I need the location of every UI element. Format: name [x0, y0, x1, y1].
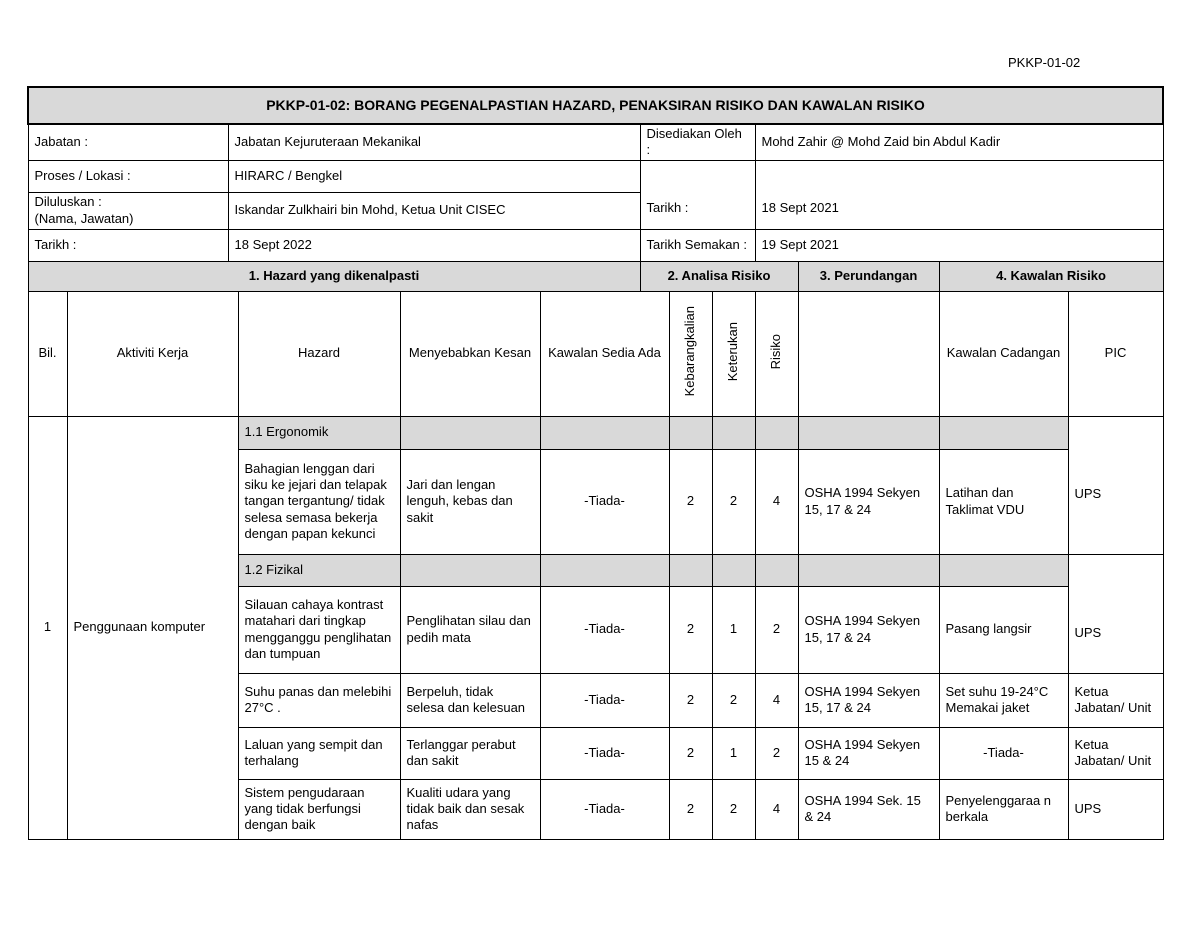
form-title: PKKP-01-02: BORANG PEGENALPASTIAN HAZARD, PENAKSIRAN RISIKO DAN KAWALAN RISIKO	[28, 87, 1163, 124]
row-perundangan: OSHA 1994 Sekyen 15 & 24	[798, 727, 939, 779]
row-kawalan-cadangan: Set suhu 19-24°C Memakai jaket	[939, 673, 1068, 727]
row-pic: UPS	[1068, 779, 1163, 839]
row-pic: Ketua Jabatan/ Unit	[1068, 727, 1163, 779]
row-pic: UPS	[1068, 416, 1163, 554]
row-kawalan-cadangan: -Tiada-	[939, 727, 1068, 779]
row-keterukan: 2	[712, 449, 755, 554]
row-risiko: 2	[755, 586, 798, 673]
row-kawalan-cadangan: Pasang langsir	[939, 586, 1068, 673]
diluluskan-label	[28, 192, 228, 229]
diluluskan-label-line2: (Nama, Jawatan)	[34, 210, 134, 226]
col-kebarangkalian-text: Kebarangkalian	[682, 306, 698, 397]
group-cell	[669, 554, 712, 586]
row-hazard: Sistem pengudaraan yang tidak berfungsi dengan baik	[238, 779, 400, 839]
group-cell	[755, 554, 798, 586]
proses-label: Proses / Lokasi :	[28, 160, 228, 192]
proses-value: HIRARC / Bengkel	[228, 160, 640, 192]
row-risiko: 4	[755, 449, 798, 554]
row-keterukan: 2	[712, 779, 755, 839]
row-perundangan: OSHA 1994 Sekyen 15, 17 & 24	[798, 673, 939, 727]
row-kebarangkalian: 2	[669, 779, 712, 839]
row-kawalan-sedia: -Tiada-	[540, 779, 669, 839]
group-cell	[400, 554, 540, 586]
col-risiko-text: Risiko	[768, 333, 784, 370]
row-hazard: Suhu panas dan melebihi 27°C .	[238, 673, 400, 727]
row-perundangan: OSHA 1994 Sekyen 15, 17 & 24	[798, 586, 939, 673]
group-cell	[669, 416, 712, 449]
col-risiko	[755, 291, 798, 416]
row-kebarangkalian: 2	[669, 586, 712, 673]
tarikh-sedia-label-text: Tarikh :	[646, 200, 689, 216]
col-kawalan-cadangan: Kawalan Cadangan	[939, 291, 1068, 416]
row-pic: UPS	[1068, 554, 1163, 673]
jabatan-label: Jabatan :	[28, 124, 228, 160]
row-kesan: Terlanggar perabut dan sakit	[400, 727, 540, 779]
row-kesan: Penglihatan silau dan pedih mata	[400, 586, 540, 673]
col-hazard: Hazard	[238, 291, 400, 416]
col-kebarangkalian	[669, 291, 712, 416]
activity-bil: 1	[28, 416, 67, 839]
row-kebarangkalian: 2	[669, 449, 712, 554]
group-label: 1.2 Fizikal	[238, 554, 400, 586]
row-kesan: Kualiti udara yang tidak baik dan sesak nafas	[400, 779, 540, 839]
tarikh-value: 18 Sept 2022	[228, 229, 640, 261]
row-hazard: Bahagian lenggan dari siku ke jejari dan telapak tangan tergantung/ tidak selesa semasa bekerja dengan papan kekunci	[238, 449, 400, 554]
group-cell	[712, 416, 755, 449]
activity-name: Penggunaan komputer	[67, 416, 238, 839]
group-cell	[798, 416, 939, 449]
row-kawalan-sedia: -Tiada-	[540, 727, 669, 779]
row-kesan: Berpeluh, tidak selesa dan kelesuan	[400, 673, 540, 727]
row-risiko: 4	[755, 673, 798, 727]
row-perundangan: OSHA 1994 Sekyen 15, 17 & 24	[798, 449, 939, 554]
row-kawalan-sedia: -Tiada-	[540, 673, 669, 727]
row-risiko: 2	[755, 727, 798, 779]
group-cell	[540, 416, 669, 449]
row-kawalan-sedia: -Tiada-	[540, 449, 669, 554]
group-cell	[939, 416, 1068, 449]
row-keterukan: 2	[712, 673, 755, 727]
row-keterukan: 1	[712, 727, 755, 779]
group-cell	[939, 554, 1068, 586]
row-kesan: Jari dan lengan lenguh, kebas dan sakit	[400, 449, 540, 554]
section-analisa-header: 2. Analisa Risiko	[640, 261, 798, 291]
row-keterukan: 1	[712, 586, 755, 673]
row-pic: Ketua Jabatan/ Unit	[1068, 673, 1163, 727]
col-bil: Bil.	[28, 291, 67, 416]
row-risiko: 4	[755, 779, 798, 839]
diluluskan-label-line1: Diluluskan :	[34, 194, 102, 210]
row-kebarangkalian: 2	[669, 673, 712, 727]
group-cell	[400, 416, 540, 449]
col-pic: PIC	[1068, 291, 1163, 416]
col-perundangan-blank	[798, 291, 939, 416]
tarikh-sedia-value	[755, 160, 1163, 229]
tarikh-sedia-label	[640, 160, 755, 229]
col-aktiviti: Aktiviti Kerja	[67, 291, 238, 416]
group-cell	[712, 554, 755, 586]
diluluskan-value: Iskandar Zulkhairi bin Mohd, Ketua Unit CISEC	[228, 192, 640, 229]
group-cell	[798, 554, 939, 586]
row-kebarangkalian: 2	[669, 727, 712, 779]
tarikh-semakan-label: Tarikh Semakan :	[640, 229, 755, 261]
col-keterukan	[712, 291, 755, 416]
group-cell	[540, 554, 669, 586]
section-hazard-header: 1. Hazard yang dikenalpasti	[28, 261, 640, 291]
row-kawalan-cadangan: Penyelenggaraa n berkala	[939, 779, 1068, 839]
row-perundangan: OSHA 1994 Sek. 15 & 24	[798, 779, 939, 839]
section-perundangan-header: 3. Perundangan	[798, 261, 939, 291]
disediakan-value: Mohd Zahir @ Mohd Zaid bin Abdul Kadir	[755, 124, 1163, 160]
tarikh-sedia-value-text: 18 Sept 2021	[761, 200, 839, 216]
row-kawalan-cadangan: Latihan dan Taklimat VDU	[939, 449, 1068, 554]
row-hazard: Silauan cahaya kontrast matahari dari tingkap mengganggu penglihatan dan tumpuan	[238, 586, 400, 673]
col-keterukan-text: Keterukan	[725, 321, 741, 381]
group-label: 1.1 Ergonomik	[238, 416, 400, 449]
section-kawalan-header: 4. Kawalan Risiko	[939, 261, 1163, 291]
hirarc-form-table	[27, 86, 1164, 840]
tarikh-semakan-value: 19 Sept 2021	[755, 229, 1163, 261]
col-kawalan-sedia: Kawalan Sedia Ada	[540, 291, 669, 416]
document-reference: PKKP-01-02	[1008, 55, 1081, 70]
row-kawalan-sedia: -Tiada-	[540, 586, 669, 673]
jabatan-value: Jabatan Kejuruteraan Mekanikal	[228, 124, 640, 160]
tarikh-label: Tarikh :	[28, 229, 228, 261]
row-hazard: Laluan yang sempit dan terhalang	[238, 727, 400, 779]
disediakan-label: Disediakan Oleh :	[640, 124, 755, 160]
group-cell	[755, 416, 798, 449]
col-kesan: Menyebabkan Kesan	[400, 291, 540, 416]
